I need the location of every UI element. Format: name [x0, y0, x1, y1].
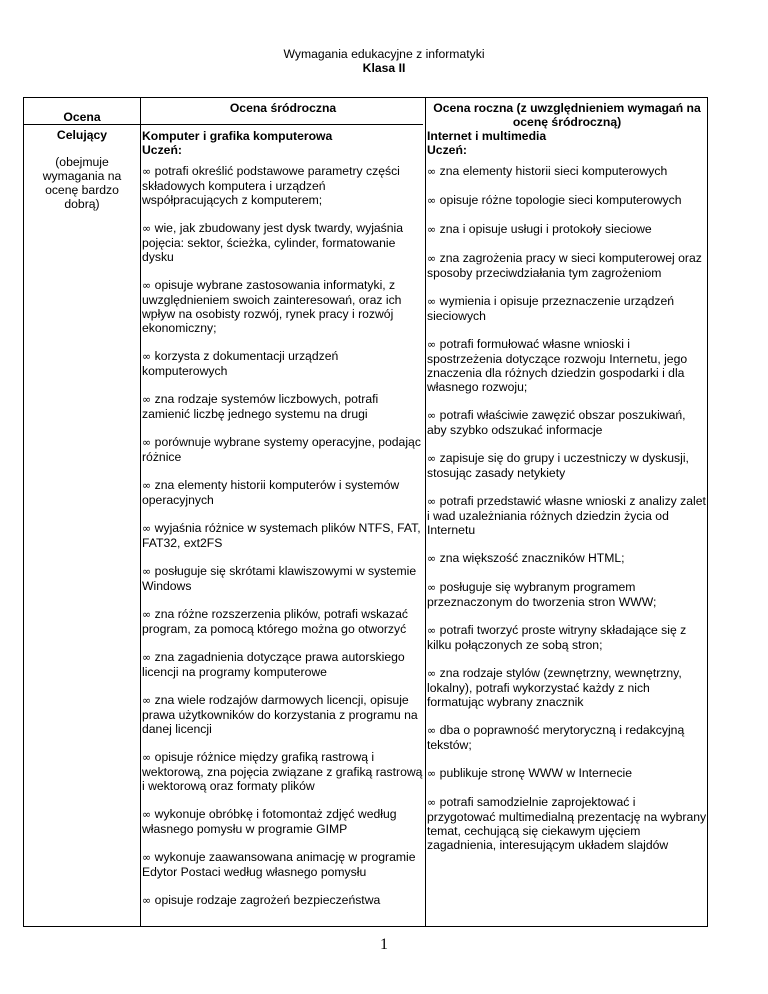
requirement-item [427, 251, 707, 280]
requirement-text: wie, jak zbudowany jest dysk twardy, wyjaśnia pojęcia: sektor, ścieżka, cylinder, formatowanie dysku [142, 221, 404, 264]
requirement-text: porównuje wybrane systemy operacyjne, podając różnice [142, 435, 421, 464]
bullet-icon: ∞ [142, 808, 155, 821]
requirement-item [427, 451, 707, 480]
requirement-item [427, 164, 707, 179]
bullet-icon: ∞ [142, 436, 155, 449]
bullet-icon: ∞ [427, 624, 440, 637]
requirement-item [427, 723, 707, 752]
grade-note: (obejmuje wymagania na ocenę bardzo dobrą) [42, 155, 122, 211]
bullet-icon: ∞ [427, 495, 440, 508]
bullet-icon: ∞ [142, 694, 155, 707]
requirement-item [427, 623, 707, 652]
column-divider [425, 98, 426, 926]
requirement-item [142, 750, 424, 793]
bullet-icon: ∞ [142, 393, 155, 406]
requirement-text: opisuje rodzaje zagrożeń bezpieczeństwa [154, 893, 381, 907]
requirement-item [142, 693, 424, 736]
bullet-icon: ∞ [427, 667, 440, 680]
requirement-item [427, 494, 707, 537]
bullet-icon: ∞ [427, 338, 440, 351]
requirement-text: potrafi tworzyć proste witryny składające się z kilku połączonych ze sobą stron; [427, 623, 687, 652]
final-column [427, 129, 707, 866]
requirement-text: zna rodzaje systemów liczbowych, potrafi zamienić liczbę jednego systemu na drugi [142, 392, 379, 421]
bullet-icon: ∞ [142, 651, 155, 664]
header-divider [24, 124, 423, 125]
requirement-text: opisuje wybrane zastosowania informatyki, z uwzględnieniem swoich zainteresowań, oraz ich wpływ na osobisty rozwój, rynek pracy i rozwój ekonomiczny; [142, 278, 402, 335]
requirement-item [427, 551, 707, 566]
requirement-item [142, 807, 424, 836]
header-midterm: Ocena śródroczna [229, 101, 337, 115]
header-final: Ocena roczna (z uwzględnieniem wymagań na ocenę śródroczną) [433, 101, 701, 129]
requirement-text: potrafi określić podstawowe parametry części składowych komputera i urządzeń współpracujących z komputerem; [142, 164, 400, 207]
bullet-icon: ∞ [427, 223, 440, 236]
bullet-icon: ∞ [142, 565, 155, 578]
requirement-text: zna elementy historii sieci komputerowych [439, 164, 668, 178]
bullet-icon: ∞ [142, 279, 155, 292]
requirement-text: zna i opisuje usługi i protokoły sieciowe [439, 222, 652, 236]
requirement-text: dba o poprawność merytoryczną i redakcyjną tekstów; [427, 723, 685, 752]
requirement-item [142, 435, 424, 464]
requirement-text: potrafi formułować własne wnioski i spostrzeżenia dotyczące rozwoju Internetu, jego znaczenia dla różnych dziedzin gospodarki i dla własnego rozwoju; [427, 337, 688, 394]
bullet-icon: ∞ [427, 295, 440, 308]
requirements-table [23, 97, 708, 927]
midterm-requirements-list [142, 164, 424, 908]
requirement-item [427, 580, 707, 609]
bullet-icon: ∞ [142, 894, 155, 907]
requirement-text: wykonuje zaawansowana animację w programie Edytor Postaci według własnego pomysłu [142, 850, 416, 879]
requirement-item [142, 564, 424, 593]
bullet-icon: ∞ [142, 608, 155, 621]
requirement-item [427, 795, 707, 852]
requirement-text: zna zagrożenia pracy w sieci komputerowej oraz sposoby przeciwdziałania tym zagrożeniom [427, 251, 702, 280]
requirement-item [427, 666, 707, 709]
bullet-icon: ∞ [142, 851, 155, 864]
requirement-text: potrafi właściwie zawęzić obszar poszukiwań, aby szybko odszukać informacje [427, 408, 686, 437]
requirement-item [427, 222, 707, 237]
requirement-item [142, 278, 424, 335]
requirement-item [142, 607, 424, 636]
requirement-item [142, 893, 424, 908]
requirement-text: publikuje stronę WWW w Internecie [439, 766, 633, 780]
requirement-text: opisuje różnice między grafiką rastrową i wektorową, zna pojęcia związane z grafiką rastrową i wektorową oraz formaty plików [142, 750, 423, 793]
requirement-text: zna rodzaje stylów (zewnętrzny, wewnętrzny, lokalny), potrafi wykorzystać każdy z nich formatując wybrany znacznik [427, 666, 682, 709]
bullet-icon: ∞ [427, 581, 440, 594]
requirement-text: zapisuje się do grupy i uczestniczy w dyskusji, stosując zasady netykiety [427, 451, 689, 480]
bullet-icon: ∞ [142, 479, 155, 492]
requirement-item [427, 766, 707, 781]
final-requirements-list [427, 164, 707, 852]
requirement-text: posługuje się wybranym programem przeznaczonym do tworzenia stron WWW; [427, 580, 657, 609]
bullet-icon: ∞ [427, 409, 440, 422]
requirement-item [142, 521, 424, 550]
requirement-item [142, 650, 424, 679]
bullet-icon: ∞ [427, 767, 440, 780]
bullet-icon: ∞ [427, 252, 440, 265]
requirement-text: korzysta z dokumentacji urządzeń komputerowych [142, 349, 339, 378]
midterm-topic: Komputer i grafika komputerowa [142, 129, 333, 143]
bullet-icon: ∞ [427, 452, 440, 465]
bullet-icon: ∞ [427, 165, 440, 178]
requirement-text: zna większość znaczników HTML; [439, 551, 625, 565]
requirement-item [427, 337, 707, 394]
requirement-text: zna zagadnienia dotyczące prawa autorskiego licencji na programy komputerowe [142, 650, 405, 679]
midterm-column [142, 129, 424, 922]
document-title: Wymagania edukacyjne z informatyki [283, 47, 485, 61]
header-grade: Ocena [63, 110, 101, 124]
requirement-text: wykonuje obróbkę i fotomontaż zdjęć według własnego pomysłu w programie GIMP [142, 807, 397, 836]
final-student-label: Uczeń: [427, 143, 467, 157]
final-topic: Internet i multimedia [427, 129, 547, 143]
bullet-icon: ∞ [142, 165, 155, 178]
document-subtitle: Klasa II [362, 61, 406, 75]
page-number: 1 [380, 936, 388, 953]
bullet-icon: ∞ [427, 724, 440, 737]
requirement-text: zna wiele rodzajów darmowych licencji, opisuje prawa użytkowników do korzystania z programu na danej licencji [142, 693, 418, 736]
requirement-item [142, 392, 424, 421]
requirement-text: zna elementy historii komputerów i systemów operacyjnych [142, 478, 400, 507]
requirement-text: zna różne rozszerzenia plików, potrafi wskazać program, za pomocą którego można go otworzyć [142, 607, 409, 636]
requirement-text: wymienia i opisuje przeznaczenie urządzeń sieciowych [427, 294, 675, 323]
requirement-item [142, 478, 424, 507]
requirement-text: potrafi samodzielnie zaprojektować i przygotować multimedialną prezentację na wybrany temat, cechującą się ciekawym ujęciem zagadnienia, interesującym układem slajdów [427, 795, 707, 852]
bullet-icon: ∞ [142, 350, 155, 363]
requirement-text: opisuje różne topologie sieci komputerowych [439, 193, 682, 207]
requirement-text: wyjaśnia różnice w systemach plików NTFS, FAT, FAT32, ext2FS [142, 521, 421, 550]
requirement-item [142, 349, 424, 378]
bullet-icon: ∞ [142, 751, 155, 764]
requirement-item [427, 193, 707, 208]
requirement-text: posługuje się skrótami klawiszowymi w systemie Windows [142, 564, 417, 593]
grade-name: Celujący [56, 128, 108, 142]
bullet-icon: ∞ [142, 522, 155, 535]
requirement-item [427, 294, 707, 323]
requirement-item [142, 221, 424, 264]
column-divider [140, 98, 141, 926]
midterm-student-label: Uczeń: [142, 143, 182, 157]
requirement-item [427, 408, 707, 437]
requirement-item [142, 850, 424, 879]
requirement-text: potrafi przedstawić własne wnioski z analizy zalet i wad uzależniania różnych dziedzin życia od Internetu [427, 494, 706, 537]
bullet-icon: ∞ [427, 796, 440, 809]
bullet-icon: ∞ [427, 194, 440, 207]
bullet-icon: ∞ [142, 222, 155, 235]
bullet-icon: ∞ [427, 552, 440, 565]
requirement-item [142, 164, 424, 207]
